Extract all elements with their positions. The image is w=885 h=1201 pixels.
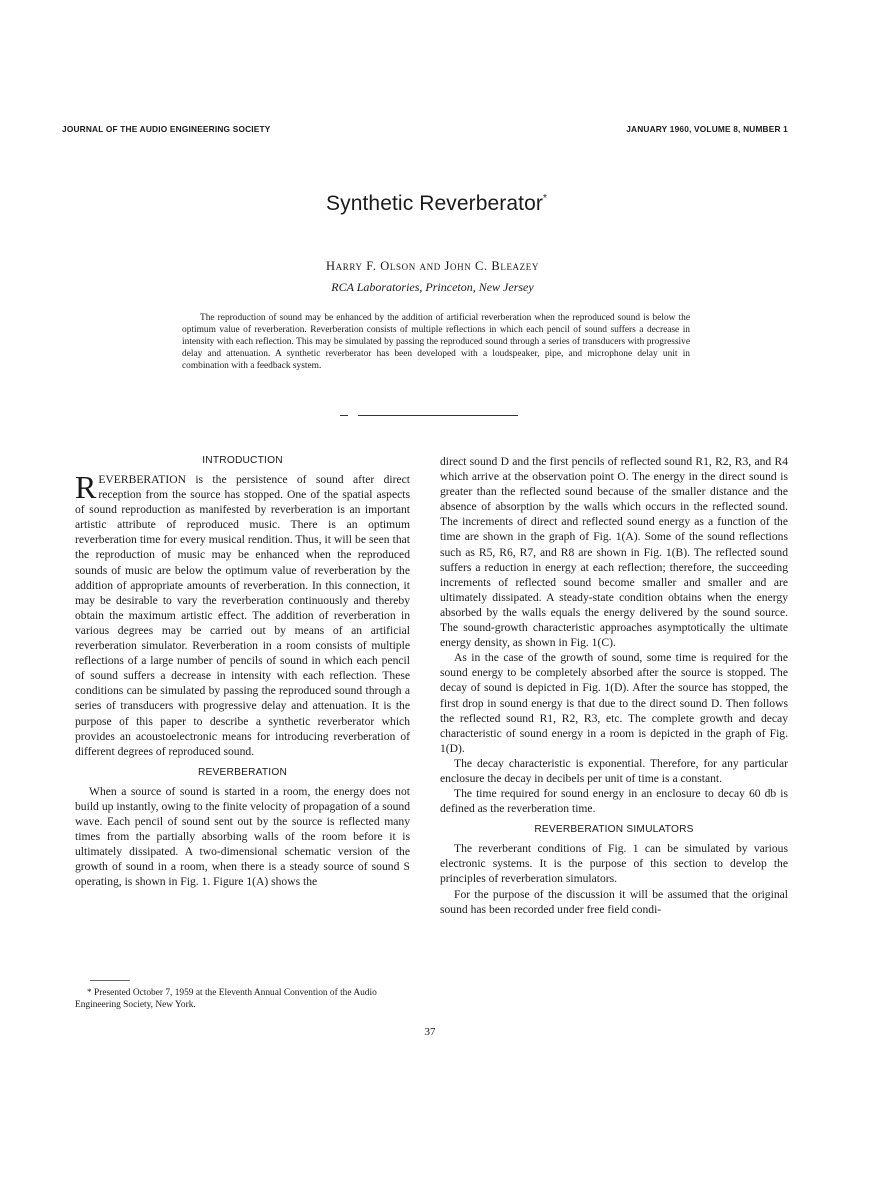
right-paragraph-3: The decay characteristic is exponential. Therefore, for any particular enclosure the decay in decibels per unit of time is a constant.	[440, 756, 788, 785]
right-paragraph-2: As in the case of the growth of sound, some time is required for the sound energy to be completely absorbed after the source is stopped. The decay of sound is depicted in Fig. 1(D). After the source has stopped, the first drop in sound energy is that due to the direct sound D. Then follows the reflected sound R1, R2, R3, etc. The complete growth and decay characteristic of sound energy in a room is depicted in the graph of Fig. 1(D).	[440, 651, 788, 755]
right-paragraph-1: direct sound D and the first pencils of reflected sound R1, R2, R3, and R4 which arrive at the observation point O. The energy in the direct sound is greater than the reflected sound because of the smaller distance and the absence of absorption by the walls which occurs in the reflected sound. The increments of direct and reflected sound energy as a function of the time are shown in the graph of Fig. 1(A). Some of the sound reflections such as R5, R6, R7, and R8 are shown in Fig. 1(B). The reflected sound suffers a reduction in energy at each reflection; therefore, the succeeding increments of reflected sound become smaller and smaller and are ultimately dissipated. A steady-state condition obtains when the energy absorbed by the walls equals the energy delivered by the sound source. The sound-growth characteristic approaches asymptotically the ultimate energy density, as shown in Fig. 1(C).	[440, 455, 788, 650]
intro-paragraph	[75, 469, 410, 759]
heading-reverberation: REVERBERATION	[197, 766, 288, 778]
page-number: 37	[424, 1026, 436, 1038]
footnote: * Presented October 7, 1959 at the Eleventh Annual Convention of the Audio Engineering Society, New York.	[75, 988, 377, 1010]
footnote-rule	[90, 980, 130, 981]
paper-title-text: Synthetic Reverberator	[326, 192, 543, 215]
abstract: The reproduction of sound may be enhanced by the addition of artificial reverberation when the reproduced sound is below the optimum value of reverberation. Reverberation consists of multiple reflections in which each pencil of sound suffers a decrease in intensity with each reflection. This may be simulated by passing the reproduced sound through a series of transducers with progressive delay and attenuation. A synthetic reverberator has been developed with a loudspeaker, pipe, and microphone delay unit in combination with a feedback system.	[182, 313, 690, 371]
authors: Harry F. Olson and John C. Bleazey	[326, 259, 539, 273]
heading-reverberation-simulators: REVERBERATION SIMULATORS	[534, 824, 694, 836]
paper-title	[0, 192, 873, 216]
intro-text: is the persistence of sound after direct reception from the source has stopped. One of the spatial aspects of sound reproduction as manifested by reverberation is an important artistic attribute of reproduced music. There is an optimum reverberation time for every musical rendition. Thus, it will be seen that the reproduction of music may be enhanced when the reproduced sounds of music are below the optimum value of reverberation by the addition of appropriate amounts of reverberation. In this connection, it may be desirable to vary the reverberation continuously and thereby obtain the maximum artistic effect. The addition of reverberation in various degrees may be carried out by means of an artificial reverberation simulator. Reverberation in a room consists of multiple reflections of a large number of pencils of sound in which each pencil of sound suffers a decrease in intensity with each reflection. These conditions can be simulated by passing the reproduced sound through a series of transducers with progressive delay and attenuation. It is the purpose of this paper to describe a synthetic reverberator which provides an acoustoelectronic means for introducing reverberation of different degrees of reproduced sound.	[75, 473, 410, 758]
left-column	[75, 454, 410, 889]
right-column	[440, 454, 788, 917]
reverberation-paragraph: When a source of sound is started in a room, the energy does not build up instantly, owing to the finite velocity of propagation of a sound wave. Each pencil of sound sent out by the source is reflected many times from the partially absorbing walls of the room before it is ultimately dissipated. A two-dimensional schematic version of the growth of sound in a room, when there is a steady source of sound S operating, is shown in Fig. 1. Figure 1(A) shows the	[75, 784, 410, 889]
section-divider	[340, 411, 518, 421]
simulators-paragraph-1: The reverberant conditions of Fig. 1 can be simulated by various electronic systems. It is the purpose of this section to develop the principles of reverberation simulators.	[440, 842, 788, 886]
intro-lead-word: EVERBERATION	[98, 473, 186, 486]
title-footnote-mark: *	[542, 193, 547, 204]
affiliation: RCA Laboratories, Princeton, New Jersey	[331, 280, 534, 294]
heading-introduction: INTRODUCTION	[202, 455, 283, 466]
right-paragraph-4: The time required for sound energy in an enclosure to decay 60 db is defined as the reverberation time.	[440, 787, 788, 816]
running-header-issue: JANUARY 1960, VOLUME 8, NUMBER 1	[626, 124, 788, 134]
divider-dash	[340, 415, 348, 416]
simulators-paragraph-2: For the purpose of the discussion it will be assumed that the original sound has been recorded under free field condi-	[440, 887, 788, 916]
running-header-journal: JOURNAL OF THE AUDIO ENGINEERING SOCIETY	[62, 124, 271, 134]
divider-line	[358, 415, 518, 416]
drop-cap: R	[75, 469, 97, 505]
